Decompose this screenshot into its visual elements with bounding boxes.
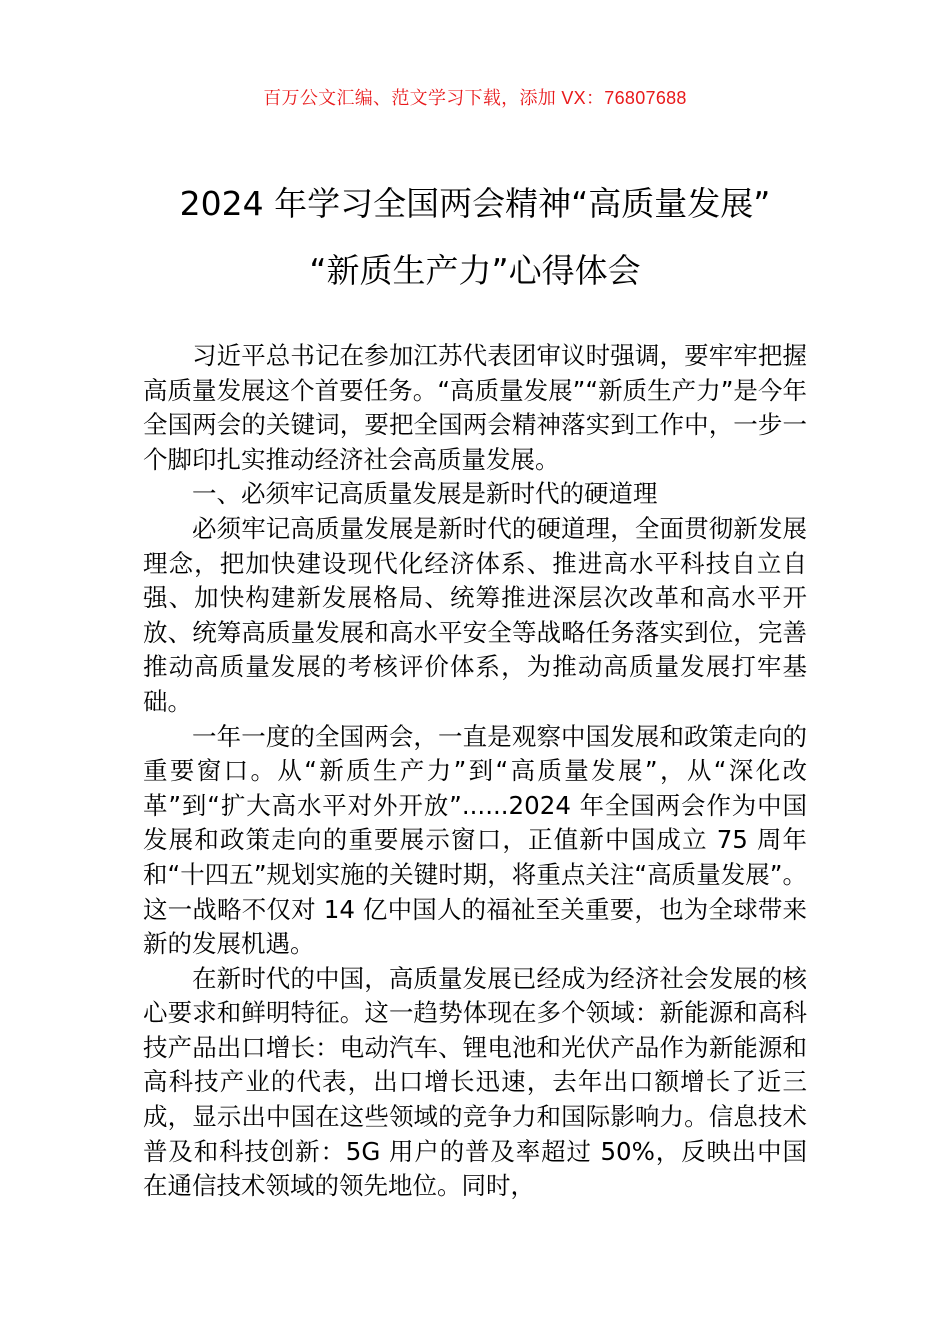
document-title-line-2: “新质生产力”心得体会 [309,251,641,290]
paragraph-intro: 习近平总书记在参加江苏代表团审议时强调，要牢牢把握高质量发展这个首要任务。“高质量发展”“新质生产力”是今年全国两会的关键词，要把全国两会精神落实到工作中，一步一个脚印扎实推动经济社会高质量发展。 [143,341,807,474]
paragraph-new-era: 在新时代的中国，高质量发展已经成为经济社会发展的核心要求和鲜明特征。这一趋势体现在多个领域：新能源和高科技产品出口增长：电动汽车、锂电池和光伏产品作为新能源和高科技产业的代表，出口增长迅速，去年出口额增长了近三成，显示出中国在这些领域的竞争力和国际影响力。信息技术普及和科技创新：5G 用户的普及率超过 50%，反映出中国在通信技术领域的领先地位。同时， [143,963,807,1201]
document-body [143,339,807,1204]
section-heading-1: 一、必须牢记高质量发展是新时代的硬道理 [192,479,658,509]
paragraph-two-sessions: 一年一度的全国两会，一直是观察中国发展和政策走向的重要窗口。从“新质生产力”到“高质量发展”，从“深化改革”到“扩大高水平对外开放”......2024 年全国两会作为中国发展和政策走向的重要展示窗口，正值新中国成立 75 周年和“十四五”规划实施的关键时期，将重点关注“高质量发展”。这一战略不仅对 14 亿中国人的福祉至关重要，也为全球带来新的发展机遇。 [143,721,807,959]
paragraph-section-1: 必须牢记高质量发展是新时代的硬道理，全面贯彻新发展理念，把加快建设现代化经济体系、推进高水平科技自立自强、加快构建新发展格局、统筹推进深层次改革和高水平开放、统筹高质量发展和高水平安全等战略任务落实到位，完善推动高质量发展的考核评价体系，为推动高质量发展打牢基础。 [143,513,807,716]
document-title-line-1: 2024 年学习全国两会精神“高质量发展” [179,184,771,223]
header-note: 百万公文汇编、范文学习下载，添加 VX：76807688 [263,88,687,108]
